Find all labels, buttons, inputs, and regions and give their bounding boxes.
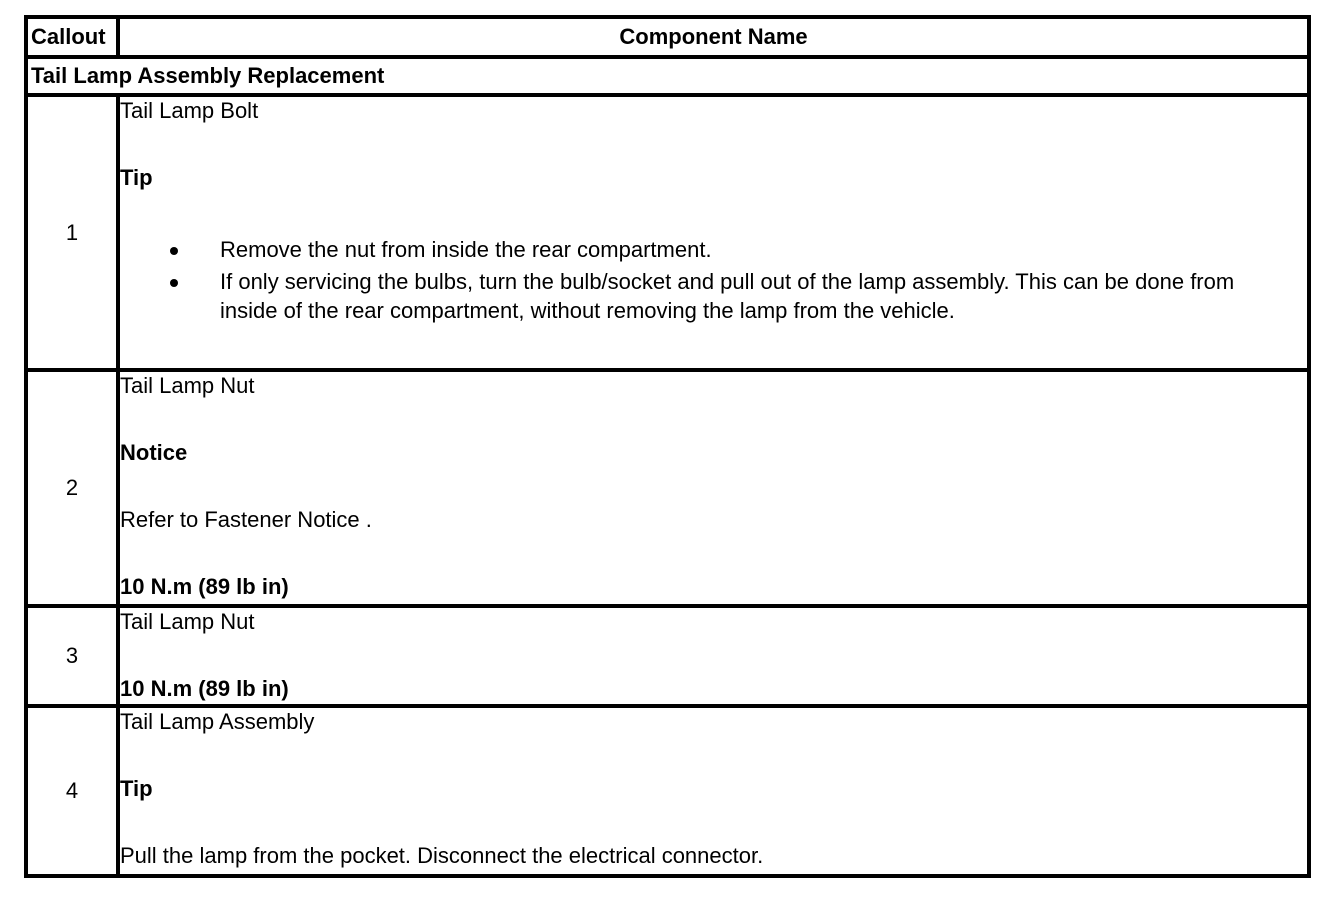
component-name: Tail Lamp Nut [120, 373, 255, 398]
callout-number: 2 [26, 370, 118, 606]
callout-number: 3 [26, 606, 118, 706]
header-callout: Callout [26, 17, 118, 57]
component-cell [118, 606, 1309, 706]
torque-spec: 10 N.m (89 lb in) [120, 676, 289, 701]
notice-label: Notice [120, 440, 188, 465]
header-component-name: Component Name [118, 17, 1309, 57]
callout-number: 4 [26, 706, 118, 876]
component-cell [118, 95, 1309, 370]
component-cell [118, 370, 1309, 606]
table-header-row [26, 17, 1309, 57]
list-item: Remove the nut from inside the rear compartment. [120, 235, 1307, 264]
component-table [24, 15, 1311, 878]
bullet-icon [170, 279, 178, 287]
table-row [26, 706, 1309, 876]
component-name: Tail Lamp Nut [120, 609, 255, 634]
callout-number: 1 [26, 95, 118, 370]
table-row [26, 370, 1309, 606]
component-name: Tail Lamp Assembly [120, 709, 315, 734]
torque-spec: 10 N.m (89 lb in) [120, 574, 289, 599]
bullet-icon [170, 247, 178, 255]
list-item: If only servicing the bulbs, turn the bulb/socket and pull out of the lamp assembly. This can be done from inside of the rear compartment, without removing the lamp from the vehicle. [120, 267, 1307, 325]
tip-label: Tip [120, 776, 153, 801]
table-row [26, 95, 1309, 370]
notice-text: Refer to Fastener Notice . [120, 507, 372, 532]
tip-label: Tip [120, 165, 153, 190]
tip-text: Pull the lamp from the pocket. Disconnect the electrical connector. [120, 843, 764, 868]
component-name: Tail Lamp Bolt [120, 98, 259, 123]
section-title: Tail Lamp Assembly Replacement [26, 57, 1309, 95]
table-row [26, 606, 1309, 706]
tip-bullet-list [120, 235, 1307, 325]
component-cell [118, 706, 1309, 876]
section-row [26, 57, 1309, 95]
